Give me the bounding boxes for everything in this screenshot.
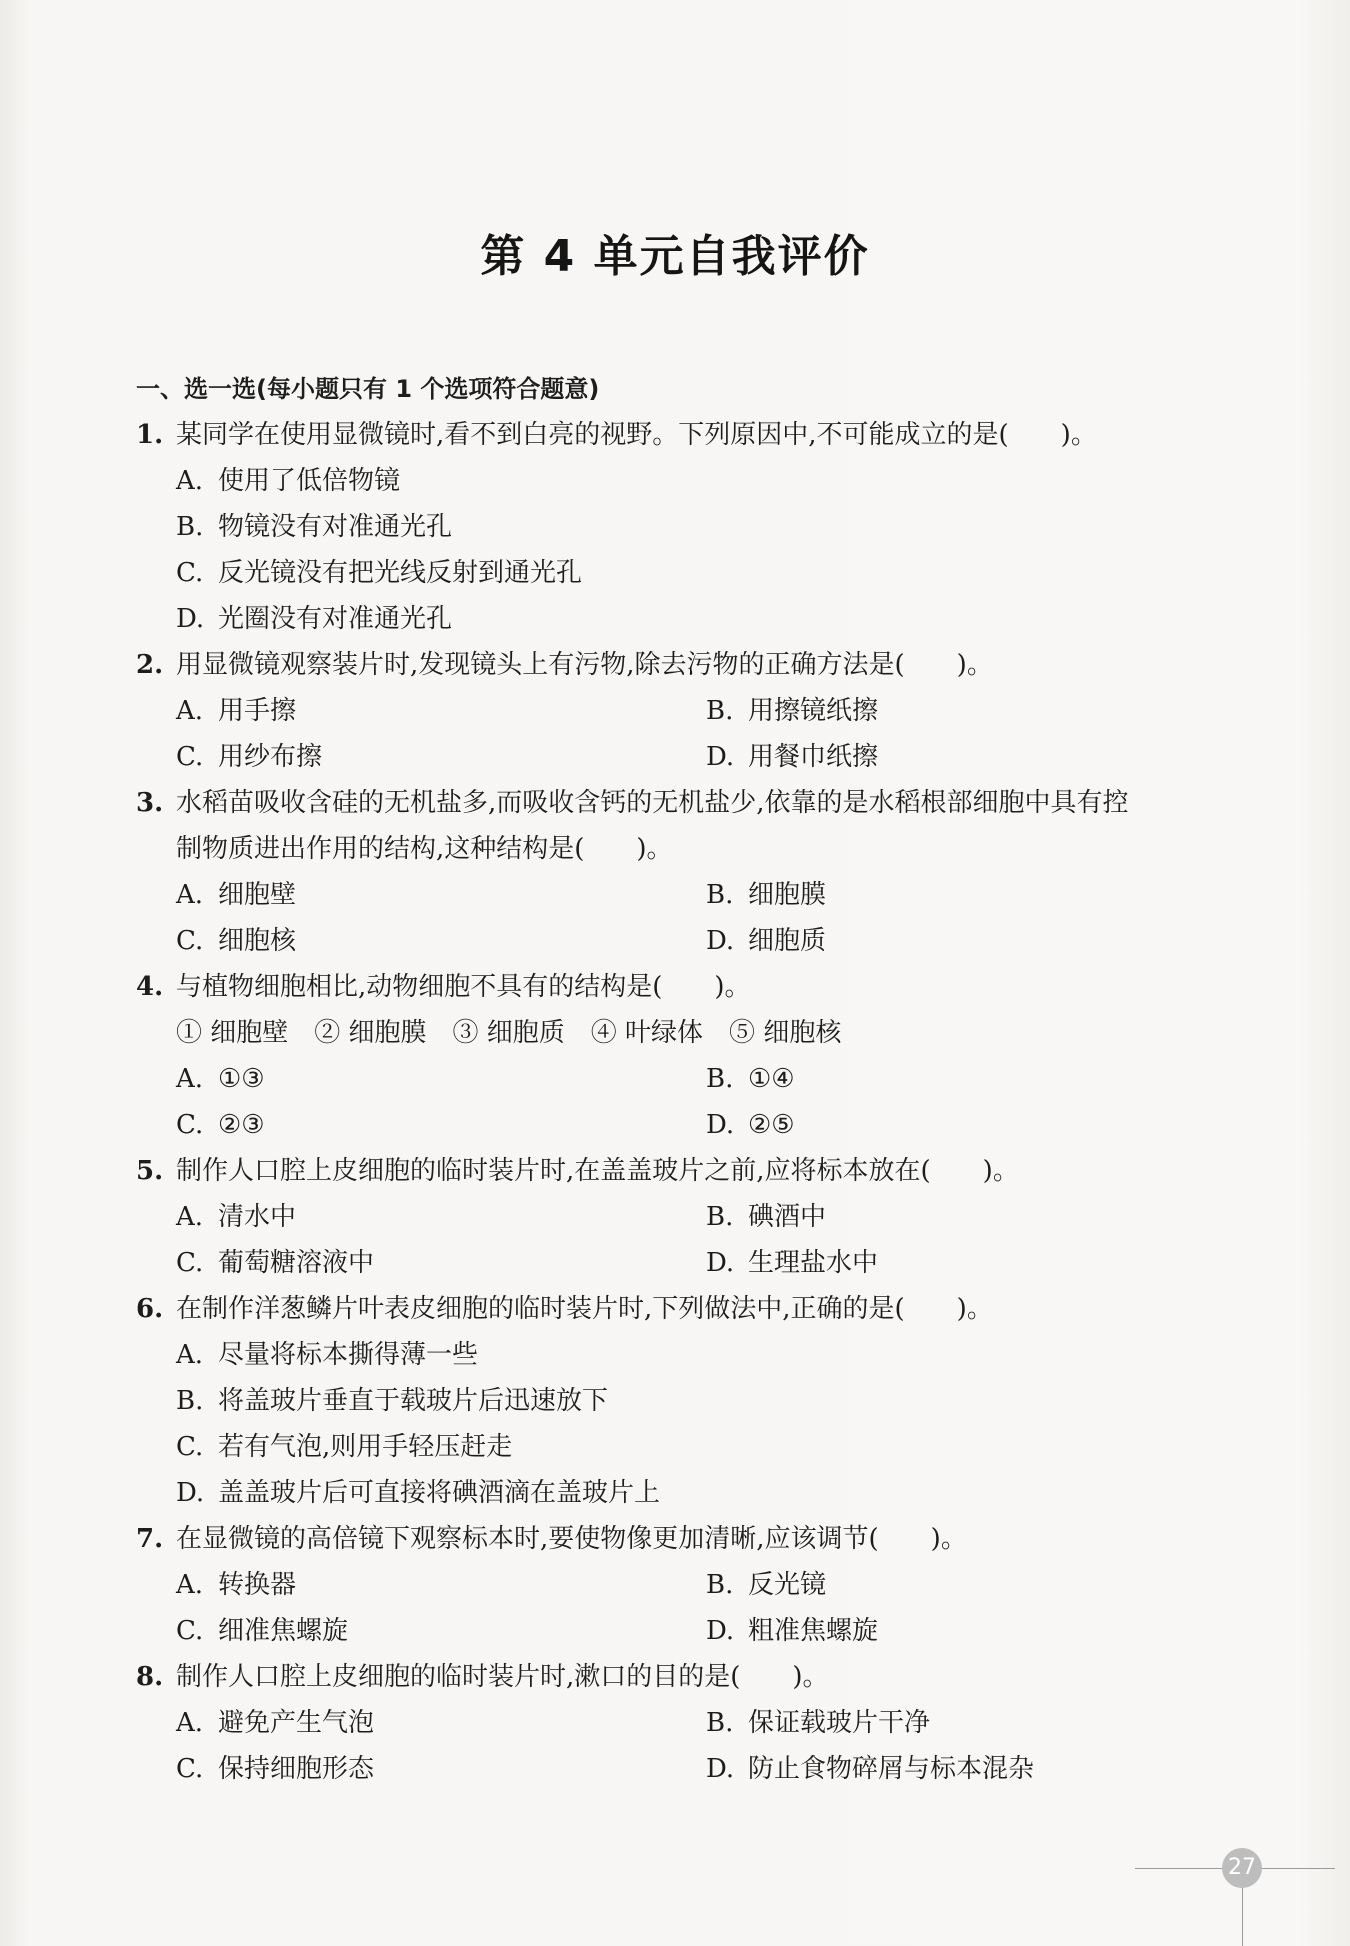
- option: [706, 1608, 1236, 1654]
- option-text: 细胞质: [748, 926, 827, 956]
- question-stem-continued: 制物质进出作用的结构,这种结构是( )。: [176, 834, 673, 864]
- page-title: 第 4 单元自我评价: [480, 231, 870, 282]
- option: [706, 1700, 1236, 1746]
- option: [706, 1056, 1236, 1102]
- option-letter: A.: [176, 466, 204, 496]
- option-row: [136, 734, 1236, 780]
- question-number: 5.: [136, 1156, 164, 1186]
- question-number: 8.: [136, 1662, 164, 1692]
- question-7: [136, 1516, 1236, 1562]
- option: [136, 550, 1236, 596]
- option-text: 反光镜没有把光线反射到通光孔: [218, 558, 583, 588]
- option-letter: A.: [176, 1202, 204, 1232]
- option-text: 用纱布擦: [218, 742, 323, 772]
- option-text: 光圈没有对准通光孔: [218, 604, 453, 634]
- option-text: 使用了低倍物镜: [218, 466, 401, 496]
- option: [176, 1746, 706, 1792]
- question-2: [136, 642, 1236, 688]
- option: [706, 1102, 1236, 1148]
- option-text: 防止食物碎屑与标本混杂: [748, 1754, 1035, 1784]
- option-letter: C.: [176, 742, 204, 772]
- option: [706, 918, 1236, 964]
- question-number: 3.: [136, 788, 164, 818]
- option-text: 将盖玻片垂直于载玻片后迅速放下: [218, 1386, 609, 1416]
- option-letter: D.: [706, 1248, 735, 1278]
- option-letter: B.: [706, 1570, 734, 1600]
- option-letter: A.: [176, 1570, 204, 1600]
- option-text: ①④: [748, 1064, 795, 1094]
- question-stem: 在显微镜的高倍镜下观察标本时,要使物像更加清晰,应该调节( )。: [176, 1524, 967, 1554]
- option: [136, 1424, 1236, 1470]
- option-letter: B.: [706, 1202, 734, 1232]
- footer-vertical-rule: [1242, 1880, 1243, 1946]
- option-text: 用擦镜纸擦: [748, 696, 879, 726]
- option-letter: B.: [706, 880, 734, 910]
- option-letter: B.: [706, 696, 734, 726]
- option: [706, 1240, 1236, 1286]
- option: [176, 918, 706, 964]
- option-row: [136, 918, 1236, 964]
- question-4: [136, 964, 1236, 1010]
- option-letter: A.: [176, 696, 204, 726]
- option: [706, 734, 1236, 780]
- option-letter: B.: [706, 1064, 734, 1094]
- option-letter: A.: [176, 1708, 204, 1738]
- option-text: 反光镜: [748, 1570, 827, 1600]
- option: [176, 872, 706, 918]
- option-letter: C.: [176, 926, 204, 956]
- question-number: 6.: [136, 1294, 164, 1324]
- option-row: [136, 688, 1236, 734]
- option: [176, 1056, 706, 1102]
- option-text: 细胞核: [218, 926, 297, 956]
- option: [136, 1378, 1236, 1424]
- option: [136, 504, 1236, 550]
- question-5: [136, 1148, 1236, 1194]
- section-heading: 一、选一选(每小题只有 1 个选项符合题意): [136, 375, 600, 403]
- question-stem: 用显微镜观察装片时,发现镜头上有污物,除去污物的正确方法是( )。: [176, 650, 993, 680]
- option: [176, 688, 706, 734]
- question-1: [136, 412, 1236, 458]
- option-text: 保证载玻片干净: [748, 1708, 931, 1738]
- option: [136, 596, 1236, 642]
- option-text: 物镜没有对准通光孔: [218, 512, 453, 542]
- question-number: 2.: [136, 650, 164, 680]
- question-stem: 与植物细胞相比,动物细胞不具有的结构是( )。: [176, 972, 751, 1002]
- option-text: 细胞壁: [218, 880, 297, 910]
- option-letter: D.: [706, 926, 735, 956]
- option-letter: A.: [176, 1064, 204, 1094]
- option-letter: D.: [706, 1754, 735, 1784]
- option: [176, 734, 706, 780]
- question-stem: 水稻苗吸收含硅的无机盐多,而吸收含钙的无机盐少,依靠的是水稻根部细胞中具有控: [176, 788, 1129, 818]
- option-row: [136, 1562, 1236, 1608]
- option-text: 用餐巾纸擦: [748, 742, 879, 772]
- option-text: 保持细胞形态: [218, 1754, 375, 1784]
- option: [136, 1332, 1236, 1378]
- question-stem: 制作人口腔上皮细胞的临时装片时,在盖盖玻片之前,应将标本放在( )。: [176, 1156, 1019, 1186]
- option: [706, 872, 1236, 918]
- question-number: 1.: [136, 420, 164, 450]
- option-letter: C.: [176, 558, 204, 588]
- option-text: 葡萄糖溶液中: [218, 1248, 375, 1278]
- option: [706, 1562, 1236, 1608]
- question-number: 7.: [136, 1524, 164, 1554]
- option-text: 盖盖玻片后可直接将碘酒滴在盖玻片上: [218, 1478, 661, 1508]
- option-row: [136, 1240, 1236, 1286]
- option-letter: A.: [176, 1340, 204, 1370]
- option-letter: B.: [176, 1386, 204, 1416]
- option-text: 用手擦: [218, 696, 297, 726]
- question-6: [136, 1286, 1236, 1332]
- option-text: 转换器: [218, 1570, 297, 1600]
- option-row: [136, 1746, 1236, 1792]
- option-row: [136, 1608, 1236, 1654]
- option: [136, 458, 1236, 504]
- question-stem: 在制作洋葱鳞片叶表皮细胞的临时装片时,下列做法中,正确的是( )。: [176, 1294, 993, 1324]
- structure-list: ① 细胞壁 ② 细胞膜 ③ 细胞质 ④ 叶绿体 ⑤ 细胞核: [176, 1018, 842, 1048]
- option-letter: D.: [706, 742, 735, 772]
- option-text: 若有气泡,则用手轻压赶走: [218, 1432, 513, 1462]
- option-text: 生理盐水中: [748, 1248, 879, 1278]
- option: [176, 1194, 706, 1240]
- option-letter: D.: [176, 604, 205, 634]
- option-row: [136, 872, 1236, 918]
- option-text: 细准焦螺旋: [218, 1616, 349, 1646]
- option-text: ②③: [218, 1110, 265, 1140]
- option: [176, 1240, 706, 1286]
- option-letter: C.: [176, 1110, 204, 1140]
- option-text: ①③: [218, 1064, 265, 1094]
- option-letter: C.: [176, 1616, 204, 1646]
- option-text: ②⑤: [748, 1110, 795, 1140]
- question-list: [136, 366, 1236, 1792]
- option-letter: C.: [176, 1754, 204, 1784]
- option: [176, 1700, 706, 1746]
- option-text: 粗准焦螺旋: [748, 1616, 879, 1646]
- option: [706, 688, 1236, 734]
- option-text: 细胞膜: [748, 880, 827, 910]
- question-number: 4.: [136, 972, 164, 1002]
- question-8: [136, 1654, 1236, 1700]
- option-letter: D.: [706, 1616, 735, 1646]
- option: [706, 1746, 1236, 1792]
- option-letter: C.: [176, 1248, 204, 1278]
- option-letter: D.: [176, 1478, 205, 1508]
- option-row: [136, 1056, 1236, 1102]
- question-stem: 某同学在使用显微镜时,看不到白亮的视野。下列原因中,不可能成立的是( )。: [176, 420, 1097, 450]
- question-stem: 制作人口腔上皮细胞的临时装片时,漱口的目的是( )。: [176, 1662, 829, 1692]
- option-text: 碘酒中: [748, 1202, 827, 1232]
- option-letter: C.: [176, 1432, 204, 1462]
- option-row: [136, 1700, 1236, 1746]
- option-row: [136, 1102, 1236, 1148]
- page-number: 27: [1222, 1848, 1262, 1888]
- option-row: [136, 1194, 1236, 1240]
- option: [176, 1102, 706, 1148]
- option: [136, 1470, 1236, 1516]
- option-letter: B.: [176, 512, 204, 542]
- question-3: [136, 780, 1236, 826]
- option: [706, 1194, 1236, 1240]
- option-text: 避免产生气泡: [218, 1708, 375, 1738]
- option-text: 尽量将标本撕得薄一些: [218, 1340, 479, 1370]
- option-text: 清水中: [218, 1202, 297, 1232]
- option: [176, 1608, 706, 1654]
- option-letter: D.: [706, 1110, 735, 1140]
- option-letter: B.: [706, 1708, 734, 1738]
- option: [176, 1562, 706, 1608]
- option-letter: A.: [176, 880, 204, 910]
